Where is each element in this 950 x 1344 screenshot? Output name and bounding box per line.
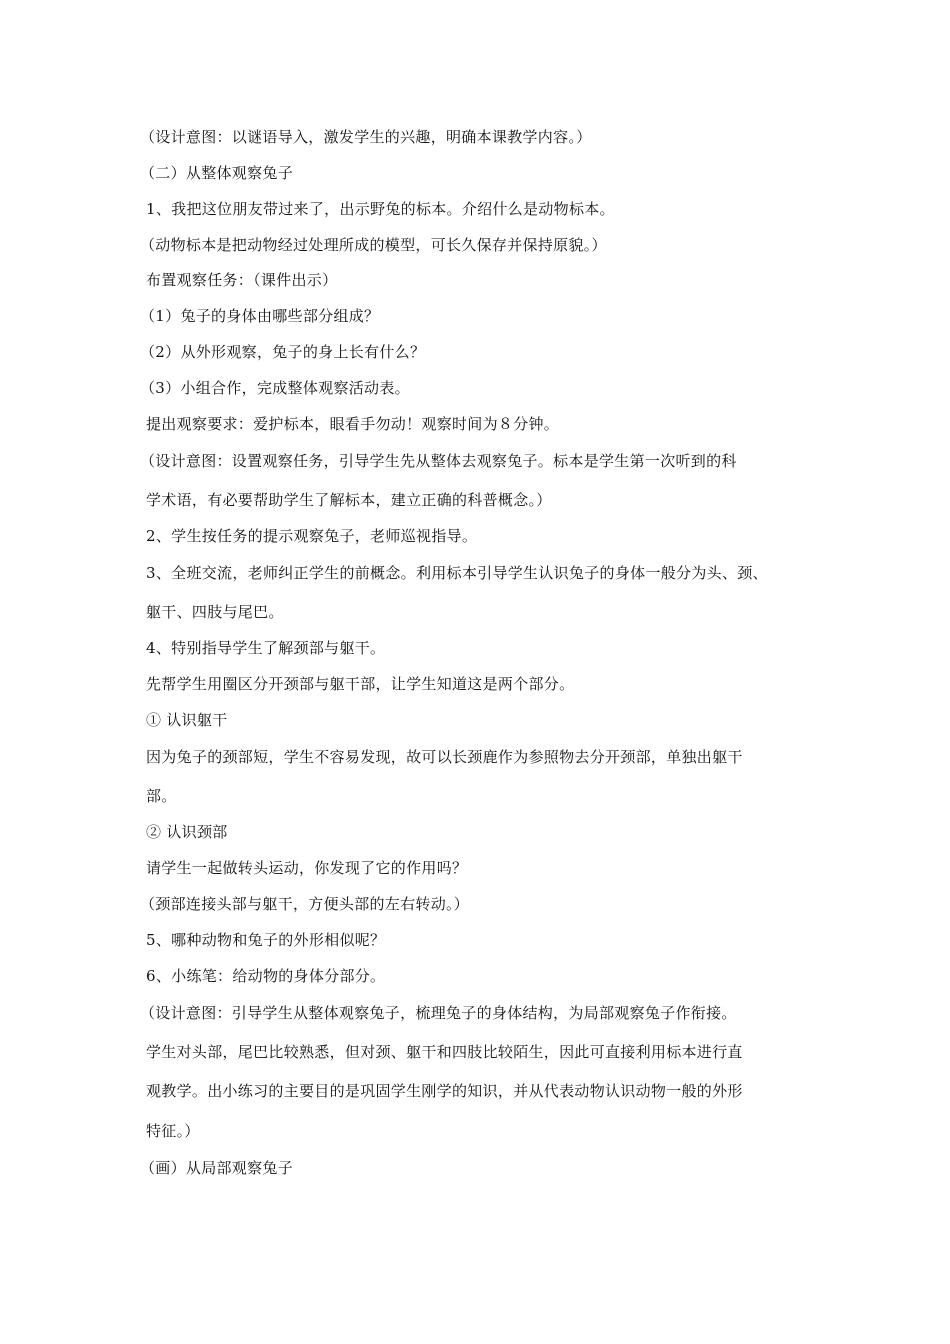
task-3: （3）小组合作，完成整体观察活动表。 bbox=[140, 379, 410, 397]
task-2: （2）从外形观察，兔子的身上长有什么？ bbox=[140, 343, 426, 361]
task-1: （1）兔子的身体由哪些部分组成？ bbox=[140, 307, 380, 325]
step-3-line1: 3、全班交流，老师纠正学生的前概念。利用标本引导学生认识兔子的身体一般分为头、颈、 bbox=[146, 564, 768, 582]
recognize-torso-line2: 部。 bbox=[146, 787, 177, 805]
observation-requirements: 提出观察要求：爱护标本，眼看手勿动！观察时间为８分钟。 bbox=[146, 415, 560, 433]
recognize-neck-heading: ② 认识颈部 bbox=[146, 823, 228, 841]
design-intent-tasks-line1: （设计意图：设置观察任务，引导学生先从整体去观察兔子。标本是学生第一次听到的科 bbox=[140, 452, 737, 470]
section-heading-local-observation: （画）从局部观察兔子 bbox=[140, 1159, 294, 1177]
section-heading-overall-observation: （二）从整体观察兔子 bbox=[140, 164, 294, 182]
step-4-detail: 先帮学生用圈区分开颈部与躯干部，让学生知道这是两个部分。 bbox=[146, 675, 575, 693]
recognize-neck-question: 请学生一起做转头运动，你发现了它的作用吗？ bbox=[146, 859, 468, 877]
recognize-torso-heading: ① 认识躯干 bbox=[146, 711, 228, 729]
step-1: 1、我把这位朋友带过来了，出示野兔的标本。介绍什么是动物标本。 bbox=[146, 200, 615, 218]
step-2: 2、学生按任务的提示观察兔子，老师巡视指导。 bbox=[146, 527, 478, 545]
design-intent-overall-line4: 特征。） bbox=[146, 1122, 200, 1140]
step-3-line2: 躯干、四肢与尾巴。 bbox=[146, 603, 284, 621]
specimen-definition: （动物标本是把动物经过处理所成的模型，可长久保存并保持原貌。） bbox=[140, 236, 607, 254]
neck-function-note: （颈部连接头部与躯干，方便头部的左右转动。） bbox=[140, 895, 470, 913]
step-4: 4、特别指导学生了解颈部与躯干。 bbox=[146, 639, 386, 657]
design-intent-overall-line3: 观教学。出小练习的主要目的是巩固学生刚学的知识，并从代表动物认识动物一般的外形 bbox=[146, 1082, 743, 1100]
recognize-torso-line1: 因为兔子的颈部短，学生不容易发现，故可以长颈鹿作为参照物去分开颈部，单独出躯干 bbox=[146, 748, 743, 766]
step-5: 5、哪种动物和兔子的外形相似呢？ bbox=[146, 931, 386, 949]
design-intent-overall-line2: 学生对头部，尾巴比较熟悉，但对颈、躯干和四肢比较陌生，因此可直接利用标本进行直 bbox=[146, 1043, 743, 1061]
design-intent-riddle: （设计意图：以谜语导入，激发学生的兴趣，明确本课教学内容。） bbox=[140, 128, 592, 146]
design-intent-tasks-line2: 学术语，有必要帮助学生了解标本，建立正确的科普概念。） bbox=[146, 491, 552, 509]
observation-task-heading: 布置观察任务：（课件出示） bbox=[146, 271, 338, 289]
step-6: 6、小练笔：给动物的身体分部分。 bbox=[146, 967, 386, 985]
design-intent-overall-line1: （设计意图：引导学生从整体观察兔子，梳理兔子的身体结构，为局部观察兔子作衔接。 bbox=[140, 1004, 737, 1022]
